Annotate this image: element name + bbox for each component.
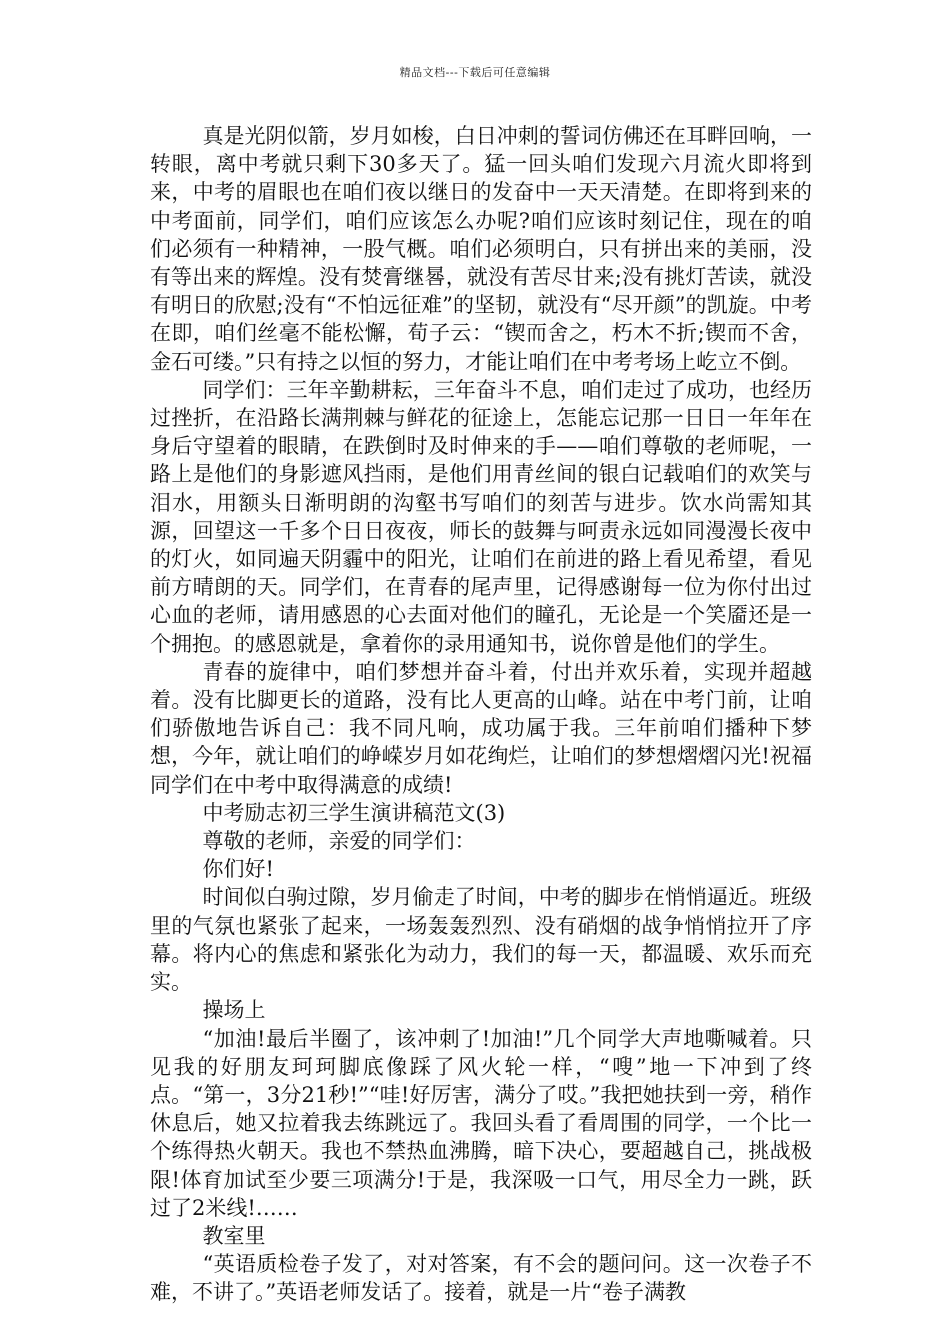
- subheading-playground: 操场上: [202, 998, 266, 1023]
- paragraph: 真是光阴似箭，岁月如梭，白日冲刺的誓词仿佛还在耳畔回响，一转眼，离中考就只剩下30多天了。猛一回头咱们发现六月流火即将到来，中考的眉眼也在咱们夜以继日的发奋中一天天清楚。在即将到来的中考面前，同学们，咱们应该怎么办呢?咱们应该时刻记住，现在的咱们必须有一种精神，一股气概。咱们必须明白，只有拼出来的美丽，没有等出来的辉煌。没有焚膏继晷，就没有苦尽甘来;没有挑灯苦读，就没有明日的欣慰;没有“不怕远征难”的坚韧，就没有“尽开颜”的凯旋。中考在即，咱们丝毫不能松懈，荀子云：“锲而舍之，朽木不折;锲而不舍，金石可缕。”只有持之以恒的努力，才能让咱们在中考考场上屹立不倒。: [150, 124, 812, 374]
- page-header: 精品文档---下载后可任意编辑: [399, 66, 551, 79]
- section-title: 中考励志初三学生演讲稿范文(3): [202, 800, 506, 825]
- paragraph: 青春的旋律中，咱们梦想并奋斗着，付出并欢乐着，实现并超越着。没有比脚更长的道路，没有比人更高的山峰。站在中考门前，让咱们骄傲地告诉自己：我不同凡响，成功属于我。三年前咱们播种下梦想，今年，就让咱们的峥嵘岁月如花绚烂，让咱们的梦想熠熠闪光!祝福同学们在中考中取得满意的成绩!: [150, 659, 812, 797]
- subheading-classroom: 教室里: [202, 1223, 266, 1248]
- salutation: 尊敬的老师，亲爱的同学们：: [202, 829, 476, 854]
- paragraph: “英语质检卷子发了，对对答案，有不会的题问问。这一次卷子不难，不讲了。”英语老师发话了。接着，就是一片“卷子满教: [150, 1252, 812, 1305]
- document-body: [150, 122, 812, 1307]
- paragraph: “加油!最后半圈了，该冲刺了!加油!”几个同学大声地嘶喊着。只见我的好朋友珂珂脚底像踩了风火轮一样，“嗖”地一下冲到了终点。“第一，3分21秒!”“哇!好厉害，满分了哎。”我把她扶到一旁，稍作休息后，她又拉着我去练跳远了。我回头看了看周围的同学，一个比一个练得热火朝天。我也不禁热血沸腾，暗下决心，要超越自己，挑战极限!体育加试至少要三项满分!于是，我深吸一口气，用尽全力一跳，跃过了2米线!……: [150, 1026, 812, 1220]
- greeting: 你们好!: [202, 857, 274, 882]
- paragraph: 时间似白驹过隙，岁月偷走了时间，中考的脚步在悄悄逼近。班级里的气氛也紧张了起来，一场轰轰烈烈、没有硝烟的战争悄悄拉开了序幕。将内心的焦虑和紧张化为动力，我们的每一天，都温暖、欢乐而充实。: [150, 885, 812, 995]
- paragraph: 同学们：三年辛勤耕耘，三年奋斗不息，咱们走过了成功，也经历过挫折，在沿路长满荆棘与鲜花的征途上，怎能忘记那一日日一年年在身后守望着的眼睛，在跌倒时及时伸来的手——咱们尊敬的老师呢，一路上是他们的身影遮风挡雨，是他们用青丝间的银白记载咱们的欢笑与泪水，用额头日渐明朗的沟壑书写咱们的刻苦与进步。饮水尚需知其源，回望这一千多个日日夜夜，师长的鼓舞与呵责永远如同漫漫长夜中的灯火，如同遍天阴霾中的阳光，让咱们在前进的路上看见希望，看见前方晴朗的天。同学们，在青春的尾声里，记得感谢每一位为你付出过心血的老师，请用感恩的心去面对他们的瞳孔，无论是一个笑靥还是一个拥抱。的感恩就是，拿着你的录用通知书，说你曾是他们的学生。: [150, 377, 812, 656]
